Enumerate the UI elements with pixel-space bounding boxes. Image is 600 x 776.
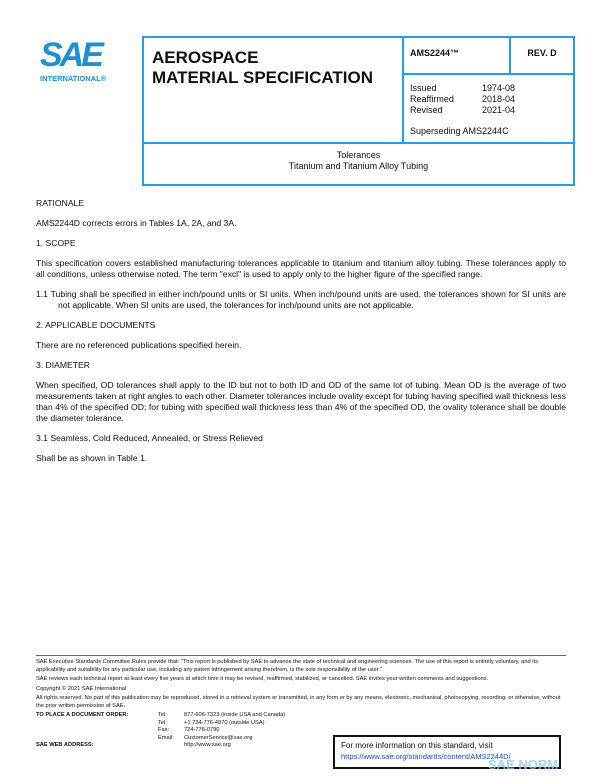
paragraph: There are no referenced publications specified herein. bbox=[36, 340, 242, 350]
logo-subtitle: INTERNATIONAL® bbox=[40, 74, 107, 83]
subject-line-1: Tolerances bbox=[336, 150, 381, 160]
subject-line-2: Titanium and Titanium Alloy Tubing bbox=[288, 161, 429, 171]
document-number: AMS2244™ bbox=[403, 37, 510, 74]
rationale-heading: RATIONALE bbox=[36, 198, 85, 208]
footer-copyright: Copyright © 2021 SAE International bbox=[36, 685, 127, 692]
header-table bbox=[142, 36, 575, 186]
paragraph: When specified, OD tolerances shall apply to the ID but not to both ID and OD of the same lot of tubing. Mean OD is the average of two measurements taken at right angles to each other. Diameter tolerances include ovality except for tubing having specified wall thickness less than 4% of the specified OD; for tubing with specified wall thickness less than 4% of the specified OD, the ovality tolerance shall be double the diameter tolerance. bbox=[36, 380, 566, 423]
watermark: SAE NORM bbox=[488, 757, 559, 772]
sae-logo bbox=[40, 38, 120, 83]
date-issued: Issued 1974-08 bbox=[410, 83, 516, 93]
document-body bbox=[36, 198, 566, 473]
logo-mark: SAE bbox=[40, 36, 101, 74]
section-heading: 3. DIAMETER bbox=[36, 360, 90, 370]
rationale-text: AMS2244D corrects errors in Tables 1A, 2A, and 3A. bbox=[36, 218, 237, 228]
paragraph: Shall be as shown in Table 1. bbox=[36, 453, 148, 463]
footer-review: SAE reviews each technical report at least every five years at which time it may be revised, reaffirmed, stabilized, or cancelled. SAE invites your written comments and suggestions. bbox=[36, 676, 489, 682]
more-info-text: For more information on this standard, visit bbox=[341, 741, 493, 750]
section-heading: 2. APPLICABLE DOCUMENTS bbox=[36, 320, 156, 330]
dates-cell bbox=[403, 74, 574, 143]
order-info: TO PLACE A DOCUMENT ORDER: Tel: 877-606-7323 (inside USA and Canada) Tel: +1 724-776-4970 (outside USA) Fax: 724-776-0790 Email: CustomerService@sae.org SAE WEB ADDRESS: http://www.sae.org bbox=[36, 712, 566, 750]
date-revised: Revised 2021-04 bbox=[410, 105, 516, 115]
title-line-1: AEROSPACE bbox=[152, 48, 259, 67]
standard-link[interactable]: https://www.sae.org/standards/content/AMS2244D/ bbox=[341, 752, 511, 761]
section-heading: 1. SCOPE bbox=[36, 238, 76, 248]
revision: REV. D bbox=[510, 37, 574, 74]
document-type-title bbox=[143, 37, 403, 143]
subsection-heading: 3.1 Seamless, Cold Reduced, Annealed, or Stress Relieved bbox=[36, 433, 263, 443]
superseding: Superseding AMS2244C bbox=[410, 126, 509, 136]
paragraph: 1.1 Tubing shall be specified in either inch/pound units or SI units. When inch/pound units are used, the tolerances shown for SI units are not applicable. When SI units are used, the tolerances for inch/pound units are not applicable. bbox=[36, 289, 566, 310]
footer-rights: All rights reserved. No part of this publication may be reproduced, stored in a retrieval system or transmitted, in any form or by any means, electronic, mechanical, photocopying, recording, or otherwise, without the prior written permission of SAE. bbox=[36, 695, 561, 709]
date-reaffirmed: Reaffirmed 2018-04 bbox=[410, 94, 516, 104]
paragraph: This specification covers established manufacturing tolerances applicable to titanium and titanium alloy tubing. These tolerances apply to all conditions, unless otherwise noted. The term "excl" is used to apply only to the higher figure of the specified range. bbox=[36, 258, 566, 279]
footer-rules: SAE Executive Standards Committee Rules provide that: "This report is published by SAE to advance the state of technical and engineering sciences. The use of this report is entirely voluntary, and its applicability and suitability for any particular use, including any patent infringement arising therefrom, is the sole responsibility of the user." bbox=[36, 659, 538, 673]
email-link[interactable]: CustomerService@sae.org bbox=[184, 734, 253, 741]
web-link[interactable]: http://www.sae.org bbox=[184, 742, 231, 748]
subject bbox=[143, 143, 574, 185]
title-line-2: MATERIAL SPECIFICATION bbox=[152, 68, 373, 87]
